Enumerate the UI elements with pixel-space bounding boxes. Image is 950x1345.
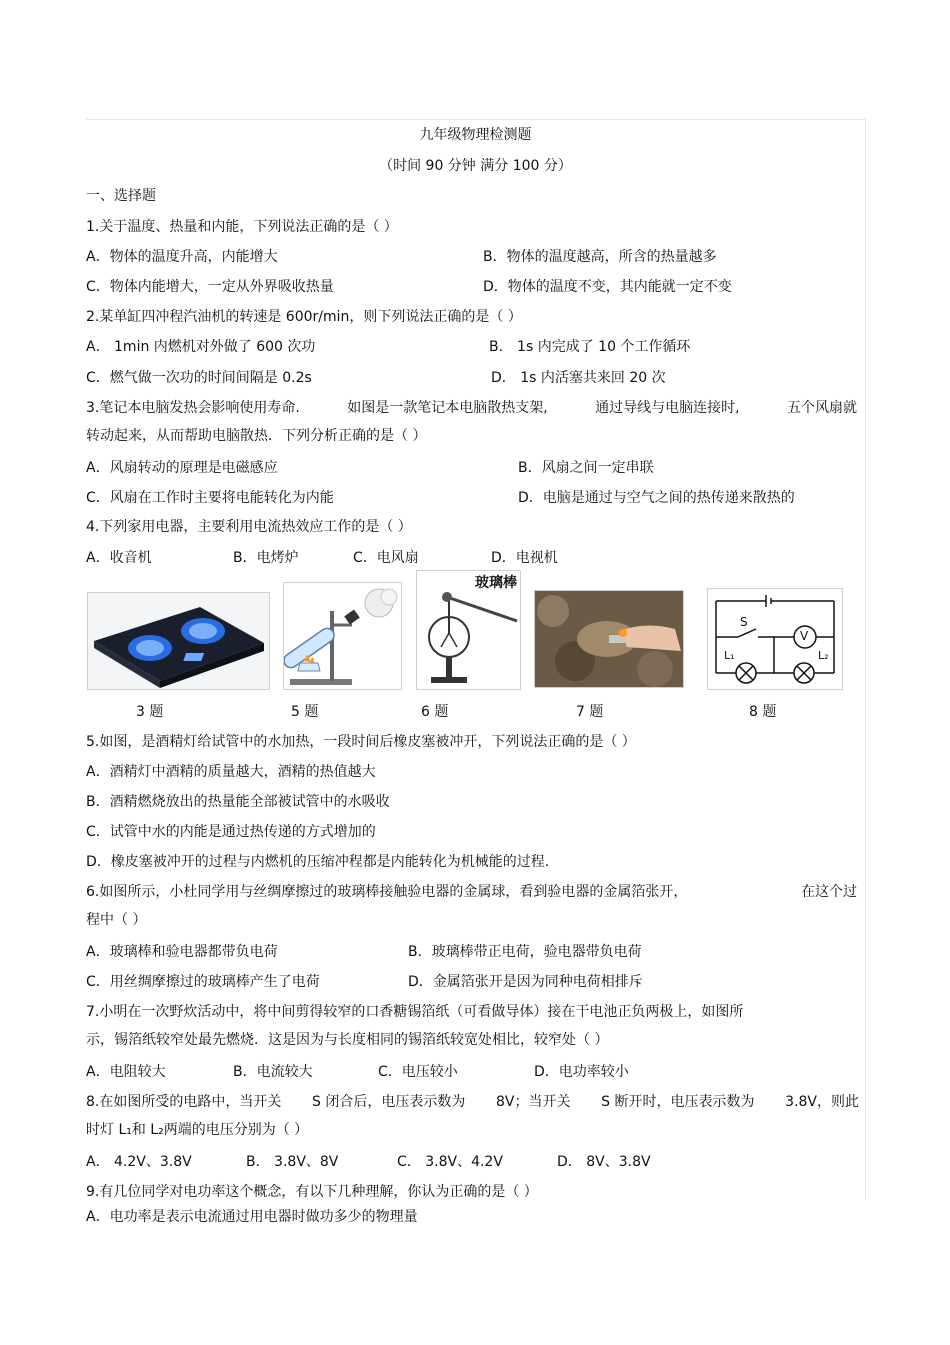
figure-circuit-diagram [707,588,843,690]
question-1-option-a: A．物体的温度升高，内能增大 [86,249,278,265]
figure-caption: 5 题 [291,704,319,720]
question-6-stem-line1 [86,883,857,901]
question-5-option-a: A．酒精灯中酒精的质量越大，酒精的热值越大 [86,764,376,780]
question-1-option-b: B．物体的温度越高，所含的热量越多 [483,249,717,265]
question-8-stem-line2: 时灯 L₁和 L₂两端的电压分别为（ ） [86,1122,309,1138]
question-8-stem-part: 3.8V，则此 [785,1094,859,1110]
question-4-stem: 4.下列家用电器，主要利用电流热效应工作的是（ ） [86,519,412,535]
figure-alcohol-lamp-test-tube [283,582,402,690]
question-4-option-b: B．电烤炉 [233,550,299,566]
figure-caption: 8 题 [749,704,777,720]
lamp-1-label: L₁ [724,649,735,662]
question-3-option-c: C．风扇在工作时主要将电能转化为内能 [86,490,334,506]
question-8-option-c: C． 3.8V、4.2V [397,1154,503,1170]
laptop-stand-drawing [88,593,269,689]
question-5-option-b: B．酒精燃烧放出的热量能全部被试管中的水吸收 [86,794,390,810]
section-heading: 一、选择题 [86,188,156,204]
question-2-option-d: D． 1s 内活塞共来回 20 次 [491,370,666,386]
question-3-stem-part: 五个风扇就 [786,400,857,416]
question-4-option-c: C．电风扇 [353,550,419,566]
question-3-option-d: D．电脑是通过与空气之间的热传递来散热的 [518,490,795,506]
exam-info: （时间 90 分钟 满分 100 分） [379,158,572,174]
question-6-option-d: D．金属箔张开是因为同种电荷相排斥 [408,974,643,990]
question-9-stem: 9.有几位同学对电功率这个概念，有以下几种理解，你认为正确的是（ ） [86,1184,538,1200]
lamp-2-label: L₂ [818,649,829,662]
question-6-stem-part: 6.如图所示，小杜同学用与丝绸摩擦过的玻璃棒接触验电器的金属球，看到验电器的金属箔张开， [86,884,688,900]
question-5-option-c: C．试管中水的内能是通过热传递的方式增加的 [86,824,376,840]
question-2-option-a: A． 1min 内燃机对外做了 600 次功 [86,339,316,355]
question-3-stem-line2: 转动起来，从而帮助电脑散热．下列分析正确的是（ ） [86,428,427,444]
question-5-option-d: D．橡皮塞被冲开的过程与内燃机的压缩冲程都是内能转化为机械能的过程. [86,854,550,870]
figure-electroscope [416,570,521,690]
question-3-stem-part: 如图是一款笔记本电脑散热支架, [347,400,548,416]
question-8-stem-part: S 断开时，电压表示数为 [601,1094,755,1110]
figure-caption: 3 题 [136,704,164,720]
question-2-option-b: B． 1s 内完成了 10 个工作循环 [489,339,691,355]
question-3-option-a: A．风扇转动的原理是电磁感应 [86,460,278,476]
question-7-stem-line2: 示，锡箔纸较窄处最先燃烧．这是因为与长度相同的锡箔纸较宽处相比，较窄处（ ） [86,1032,609,1048]
question-7-option-c: C．电压较小 [378,1064,458,1080]
question-4-option-d: D．电视机 [491,550,558,566]
question-8-option-b: B． 3.8V、8V [246,1154,339,1170]
question-3-stem-part: 3.笔记本电脑发热会影响使用寿命. [86,400,300,416]
question-6-option-a: A．玻璃棒和验电器都带负电荷 [86,944,278,960]
circuit-drawing [708,589,842,689]
question-2-option-c: C．燃气做一次功的时间间隔是 0.2s [86,370,312,386]
test-tube-drawing [284,583,401,689]
question-8-stem-part: S 闭合后，电压表示数为 [312,1094,466,1110]
question-4-option-a: A．收音机 [86,550,152,566]
question-6-stem-line2: 程中（ ） [86,912,147,928]
question-9-option-a: A．电功率是表示电流通过用电器时做功多少的物理量 [86,1209,418,1225]
question-3-stem-line1 [86,399,857,417]
figure-caption: 6 题 [421,704,449,720]
question-6-option-c: C．用丝绸摩擦过的玻璃棒产生了电荷 [86,974,320,990]
glass-rod-label: 玻璃棒 [475,575,517,591]
question-2-stem: 2.某单缸四冲程汽油机的转速是 600r/min，则下列说法正确的是（ ） [86,309,522,325]
question-1-stem: 1.关于温度、热量和内能，下列说法正确的是（ ） [86,219,398,235]
question-6-stem-part: 在这个过 [801,884,857,900]
question-7-stem-line1: 7.小明在一次野炊活动中，将中间剪得较窄的口香糖锡箔纸（可看做导体）接在干电池正负两极上，如图所 [86,1004,744,1020]
question-7-option-b: B．电流较大 [233,1064,313,1080]
question-8-stem-part: 8V；当开关 [496,1094,571,1110]
foil-photo-drawing [535,591,683,687]
question-8-stem-line1 [86,1093,859,1111]
figure-caption: 7 题 [576,704,604,720]
question-8-stem-part: 8.在如图所受的电路中，当开关 [86,1094,282,1110]
question-7-option-d: D．电功率较小 [534,1064,629,1080]
question-8-option-a: A． 4.2V、3.8V [86,1154,192,1170]
switch-label: S [740,615,748,629]
question-5-stem: 5.如图，是酒精灯给试管中的水加热，一段时间后橡皮塞被冲开，下列说法正确的是（ ） [86,734,636,750]
question-3-stem-part: 通过导线与电脑连接时, [595,400,740,416]
figure-laptop-cooling-stand [87,592,270,690]
question-8-option-d: D． 8V、3.8V [557,1154,651,1170]
question-3-option-b: B．风扇之间一定串联 [518,460,654,476]
question-6-option-b: B．玻璃棒带正电荷，验电器带负电荷 [408,944,642,960]
page-title: 九年级物理检测题 [419,127,532,143]
figure-foil-battery-photo [534,590,684,688]
question-1-option-c: C．物体内能增大，一定从外界吸收热量 [86,279,334,295]
question-1-option-d: D．物体的温度不变，其内能就一定不变 [483,279,732,295]
voltmeter-label: V [800,629,809,643]
question-7-option-a: A．电阻较大 [86,1064,166,1080]
